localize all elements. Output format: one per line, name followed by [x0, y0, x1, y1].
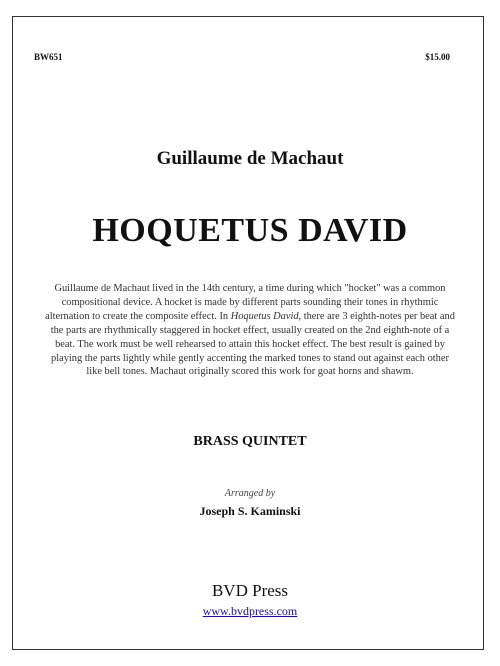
description-text-2: , there are 3 eighth-notes per beat and the parts are rhythmically staggered in hocket effect, usually created on the 2nd eighth-note of a beat. The work must be well rehearsed to attain this hocket effect. The best result is gained by playing the parts lightly while gently accenting the marked tones to stand out against each other like bell tones. Machaut originally scored this work for goat horns and shawm.	[50, 310, 455, 378]
description-text-1: Guillaume de Machaut lived in the 14th century, a time during which "hocket" was a common compositional device. A hocket is made by different parts sounding their tones in rhythmic alternation to create the composite effect. In	[45, 283, 446, 322]
price: $15.00	[425, 52, 450, 62]
description-italic-title: Hoquetus David	[230, 310, 299, 322]
composer-name: Guillaume de Machaut	[156, 148, 344, 169]
piece-title: HOQUETUS DAVID	[92, 212, 408, 249]
ensemble-label: BRASS QUINTET	[193, 434, 307, 449]
arranger-name: Joseph S. Kaminski	[199, 504, 301, 518]
catalog-number: BW651	[34, 52, 63, 62]
publisher-name: BVD Press	[211, 581, 289, 600]
arranged-by-label: Arranged by	[224, 488, 276, 499]
website-link[interactable]: www.bvdpress.com	[202, 604, 298, 618]
description-paragraph	[44, 282, 456, 379]
